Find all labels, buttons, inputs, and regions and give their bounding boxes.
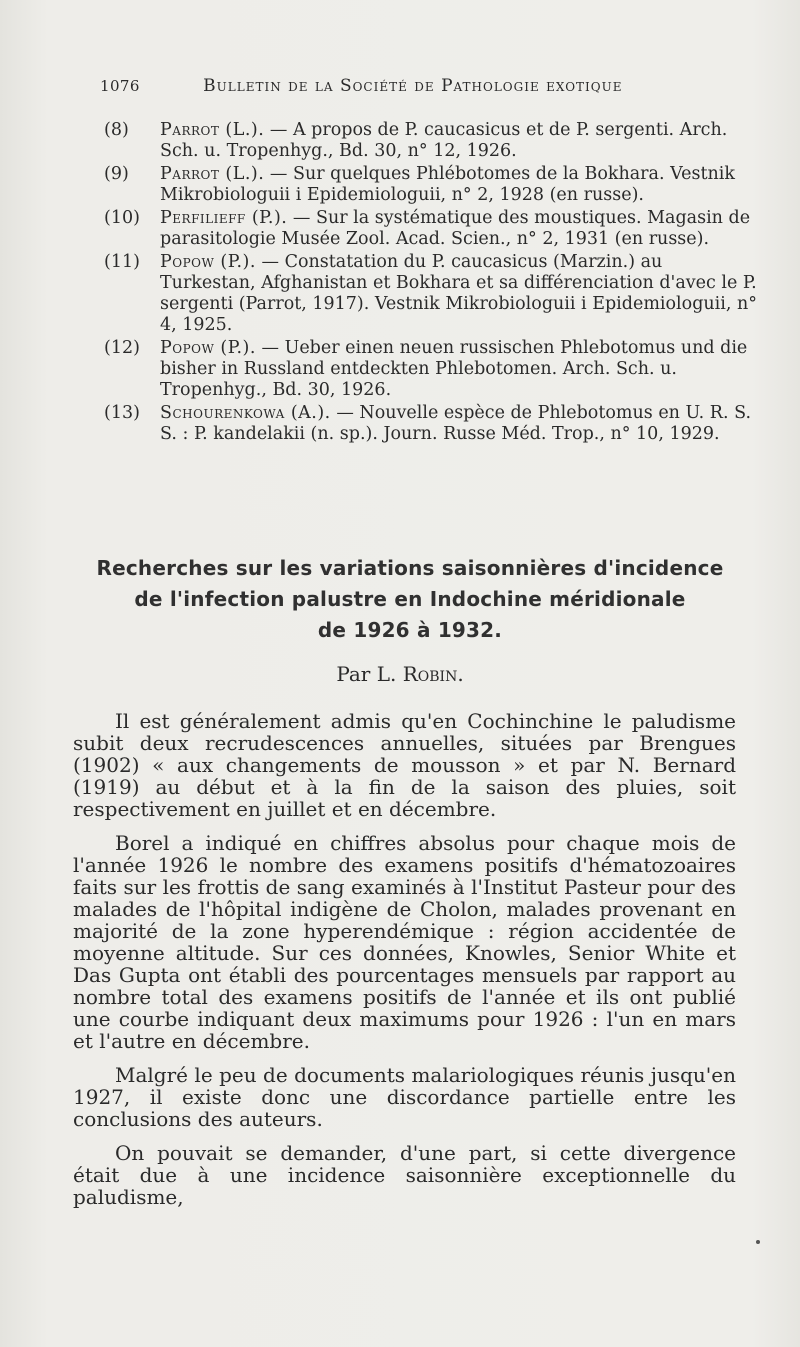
reference-text: — Ueber einen neuen russischen Phlebotomus und die bisher in Russland entdeckten Phlebotomen. Arch. Sch. u. Tropenhyg., Bd. 30, 1926. (160, 338, 748, 400)
reference-text: — Sur quelques Phlébotomes de la Bokhara. Vestnik Mikrobiologuii i Epidemiologuii, n° 2, 1928 (en russe). (160, 164, 735, 205)
body-paragraph: Malgré le peu de documents malariologiques réunis jusqu'en 1927, il existe donc une discordance partielle entre les conclusions des auteurs. (73, 1063, 736, 1131)
reference-number: (8) (104, 120, 129, 140)
article-title (80, 553, 740, 646)
title-line: de l'infection palustre en Indochine méridionale (134, 587, 686, 611)
reference-author: Popow (P.). (160, 252, 256, 272)
reference-author: Schourenkowa (A.). (160, 403, 331, 423)
paper-speck (756, 1240, 760, 1244)
reference-author: Parrot (L.). (160, 164, 265, 184)
running-header (100, 76, 740, 96)
article-body (73, 710, 736, 1220)
reference-author: Perfilieff (P.). (160, 208, 288, 228)
reference-text: — Sur la systématique des moustiques. Magasin de parasitologie Musée Zool. Acad. Scien., n° 2, 1931 (en russe). (160, 208, 751, 249)
page-number: 1076 (100, 77, 140, 95)
reference-number: (13) (104, 403, 140, 423)
reference-number: (12) (104, 338, 140, 358)
reference-author: Popow (P.). (160, 338, 256, 358)
reference-list (102, 120, 760, 447)
title-line: de 1926 à 1932. (317, 618, 503, 642)
byline-prefix: Par L. (336, 662, 397, 686)
reference-item (102, 403, 760, 445)
reference-number: (9) (104, 164, 129, 184)
body-paragraph: Il est généralement admis qu'en Cochinchine le paludisme subit deux recrudescences annuelles, situées par Brengues (1902) « aux changements de mousson » et par N. Bernard (1919) au début et à la fin de la saison des pluies, soit respectivement en juillet et en décembre. (73, 709, 736, 821)
reference-item (102, 252, 760, 336)
reference-number: (10) (104, 208, 140, 228)
reference-item (102, 120, 760, 162)
body-paragraph: On pouvait se demander, d'une part, si cette divergence était due à une incidence saisonnière exceptionnelle du paludisme, (73, 1141, 736, 1209)
title-line: Recherches sur les variations saisonnières d'incidence (96, 556, 724, 580)
reference-text: — Nouvelle espèce de Phlebotomus en U. R. S. S. : P. kandelakii (n. sp.). Journ. Russe Méd. Trop., n° 10, 1929. (160, 403, 752, 444)
reference-item (102, 208, 760, 250)
byline-author: Robin. (402, 662, 464, 686)
reference-text: — Constatation du P. caucasicus (Marzin.) au Turkestan, Afghanistan et Bokhara et sa différenciation d'avec le P. sergenti (Parrot, 1917). Vestnik Mikrobiologuii i Epidemiologuii, n° 4, 1925. (160, 252, 758, 335)
reference-item (102, 164, 760, 206)
reference-item (102, 338, 760, 401)
reference-number: (11) (104, 252, 140, 272)
reference-author: Parrot (L.). (160, 120, 265, 140)
journal-title: Bulletin de la Société de Pathologie exotique (203, 76, 623, 96)
reference-text: — A propos de P. caucasicus et de P. sergenti. Arch. Sch. u. Tropenhyg., Bd. 30, n° 12, 1926. (160, 120, 728, 161)
body-paragraph: Borel a indiqué en chiffres absolus pour chaque mois de l'année 1926 le nombre des examens positifs d'hématozoaires faits sur les frottis de sang examinés à l'Institut Pasteur pour des malades de l'hôpital indigène de Cholon, malades provenant en majorité de la zone hyperendémique : région accidentée de moyenne altitude. Sur ces données, Knowles, Senior White et Das Gupta ont établi des pourcentages mensuels par rapport au nombre total des examens positifs de l'année et ils ont publié une courbe indiquant deux maximums pour 1926 : l'un en mars et l'autre en décembre. (73, 831, 736, 1053)
author-byline (0, 662, 800, 686)
